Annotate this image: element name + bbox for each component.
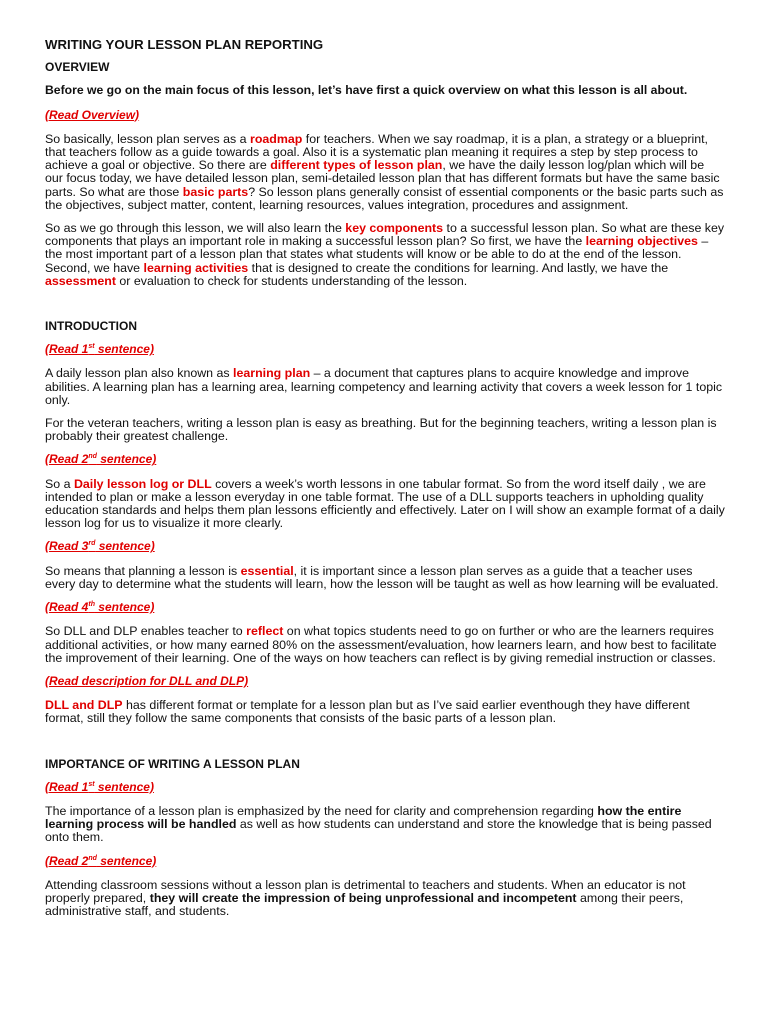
text-span: So as we go through this lesson, we will also learn the (45, 221, 346, 236)
importance-paragraph-2 (45, 879, 725, 919)
text-span: So a (45, 476, 74, 491)
keyword-roadmap: roadmap (250, 131, 303, 146)
intro-cue-4 (45, 601, 725, 614)
cue-text: sentence) (94, 779, 154, 794)
overview-paragraph-2 (45, 222, 725, 288)
keyword-assessment: assessment (45, 273, 116, 288)
keyword-learning-activities: learning activities (143, 260, 249, 275)
cue-sup: th (88, 601, 95, 609)
text-span: Attending classroom sessions without a lesson plan is detrimental to teachers and students. When an educator is not properly prepared, (45, 877, 686, 905)
cue-sup: st (88, 780, 95, 788)
text-span: for teachers. When we say roadmap, it is a plan, a strategy or a blueprint, that teachers follow as a guide towards a goal. Also it is a systematic plan meaning it requires a step by step process to achieve a goal or objective. So there are (45, 131, 708, 173)
intro-paragraph-4 (45, 565, 725, 591)
text-span: So basically, lesson plan serves as a (45, 131, 251, 146)
intro-cue-2 (45, 453, 725, 466)
keyword-essential: essential (240, 563, 294, 578)
intro-paragraph-1 (45, 367, 725, 407)
text-span: or evaluation to check for students understanding of the lesson. (115, 273, 468, 288)
text-span: , we have the daily lesson log/plan which will be our focus today, we have detailed lesson plan, semi-detailed lesson plan that has different formats but have the same basic parts. So what are those (45, 158, 720, 199)
keyword-learning-plan: learning plan (233, 366, 311, 381)
intro-paragraph-5 (45, 625, 725, 665)
cue-text: sentence) (95, 539, 155, 554)
cue-sup: rd (88, 540, 96, 548)
cue-text: (Read 1 (45, 779, 89, 794)
keyword-learning-objectives: learning objectives (585, 234, 698, 249)
text-span: So DLL and DLP enables teacher to (45, 624, 247, 639)
overview-paragraph-1 (45, 133, 725, 212)
text-span: to a successful lesson plan. So what are these key components that plays an important role in making a successful lesson plan? So first, we have the (45, 221, 725, 249)
text-span: that is designed to create the conditions for learning. And lastly, we have the (248, 260, 669, 275)
text-span: has different format or template for a lesson plan but as I’ve said earlier eventhough they have different format, still they follow the same components that consists of the basic parts of a lesson plan. (45, 698, 690, 726)
importance-cue-1 (45, 781, 725, 794)
section-gap (45, 736, 725, 758)
text-span: , it is important since a lesson plan serves as a guide that a teacher uses every day to determine what the students will learn, how the lesson will be taught as well as how learning will be evaluated. (45, 563, 719, 591)
cue-text: sentence) (96, 853, 157, 868)
bold-phrase: how the entire learning process will be handled (45, 803, 682, 832)
importance-heading: IMPORTANCE OF WRITING A LESSON PLAN (45, 756, 300, 771)
text-span: – the most important part of a lesson plan that states what students will know or be able to do at the end of the lesson. Second, we have (45, 234, 709, 275)
keyword-reflect: reflect (246, 624, 284, 639)
intro-cue-3 (45, 540, 725, 553)
cue-text: (Read 2 (45, 853, 89, 868)
keyword-dll: Daily lesson log or DLL (73, 476, 212, 491)
intro-cue-1 (45, 343, 725, 356)
keyword-basic-parts: basic parts (182, 184, 249, 199)
text-span: as well as how students can understand and store the knowledge that is being passed onto them. (45, 817, 712, 845)
cue-text: sentence) (94, 600, 155, 615)
text-span: So means that planning a lesson is (45, 563, 241, 578)
cue-text: (Read 4 (45, 600, 89, 615)
keyword-dll-dlp: DLL and DLP (45, 698, 123, 713)
cue-text: (Read 2 (45, 452, 89, 467)
cue-text: (Read 1 (45, 342, 89, 357)
keyword-key-components: key components (345, 221, 444, 236)
text-span: ? So lesson plans generally consist of essential components or the basic parts such as the objectives, subject matter, content, learning resources, values integration, procedures and assignment. (45, 184, 724, 212)
keyword-types: different types of lesson plan (270, 158, 443, 173)
text-span: covers a week’s worth lessons in one tabular format. So from the word itself daily , we are intended to plan or make a lesson everyday in one table format. The use of a DLL supports teachers in upholding quality education standards and helps them plan lessons efficiently and effectively. Later on I will show an example format of a daily lesson log for us to visualize it more clearly. (45, 476, 725, 531)
intro-cue-5: (Read description for DLL and DLP) (45, 673, 249, 688)
intro-paragraph-6 (45, 699, 725, 725)
importance-cue-2 (45, 855, 725, 868)
text-span: on what topics students need to go on further or who are the learners requires additional activities, or how many earned 80% on the assessment/evaluation, how learners learn, and how best to facilitate the improvement of their learning. One of the ways on how teachers can reflect is by giving remedial instruction or classes. (45, 624, 717, 665)
cue-sup: nd (88, 453, 97, 461)
cue-text: (Read 3 (45, 539, 89, 554)
overview-heading: OVERVIEW (45, 60, 110, 75)
text-span: The importance of a lesson plan is emphasized by the need for clarity and comprehension regarding (45, 803, 598, 818)
text-span: A daily lesson plan also known as (45, 366, 234, 381)
text-span: – a document that captures plans to acquire knowledge and improve abilities. A learning plan has a learning area, learning competency and learning activity that covers a week lesson for 1 topic only. (45, 366, 723, 407)
importance-paragraph-1 (45, 805, 725, 845)
cue-text: sentence) (94, 342, 154, 357)
cue-text: sentence) (96, 452, 157, 467)
intro-paragraph-3 (45, 478, 725, 531)
document-title: WRITING YOUR LESSON PLAN REPORTING (45, 37, 324, 52)
section-gap (45, 298, 725, 320)
overview-lead: Before we go on the main focus of this lesson, let’s have first a quick overview on what this lesson is all about. (45, 83, 688, 98)
cue-sup: nd (88, 854, 97, 862)
document-page (45, 38, 725, 928)
overview-cue: (Read Overview) (45, 107, 140, 122)
bold-phrase: they will create the impression of being unprofessional and incompetent (149, 890, 577, 905)
introduction-heading: INTRODUCTION (45, 319, 137, 334)
text-span: among their peers, administrative staff, and students. (45, 890, 684, 919)
cue-sup: st (88, 343, 95, 351)
intro-paragraph-2: For the veteran teachers, writing a lesson plan is easy as breathing. But for the beginning teachers, writing a lesson plan is probably their greatest challenge. (45, 416, 717, 444)
